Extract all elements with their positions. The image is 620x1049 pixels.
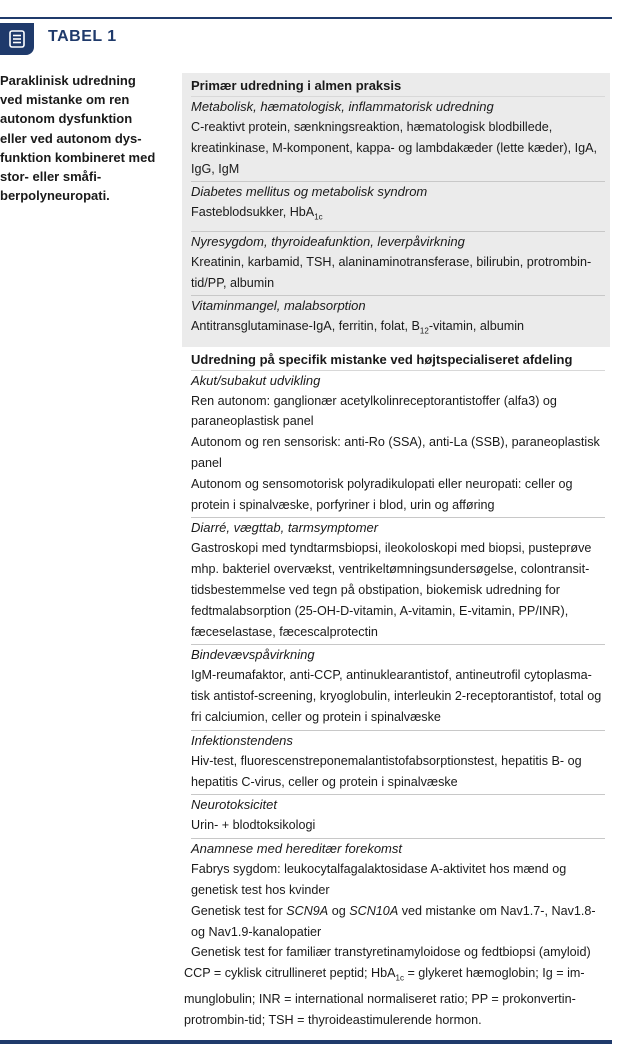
group-text: Ren autonom: ganglionær acetylkolinreceptorantistoffer (alfa3) og paraneoplastisk panel	[191, 393, 557, 429]
group-text: Genetisk test for familiær transtyretinamyloidose og fedtbiopsi (amyloid)	[191, 945, 591, 960]
group-heading: Diarré, vægttab, tarmsymptomer	[191, 517, 605, 538]
group-heading: Infektionstendens	[191, 730, 605, 751]
group-text: Autonom og sensomotorisk polyradikulopati eller neuropati: celler og protein i spinalvæske, porfyriner i blod, urin og afføring	[191, 476, 573, 512]
group-text: IgM-reumafaktor, anti-CCP, antinuklearantistof, antineutrofil cytoplasmatisk antistof-screening, kryoglobulin, interleukin 2-receptorantistof, total og fri calciumion, celler og protein i spinalvæske	[191, 668, 602, 724]
group-heading: Bindevævspåvirkning	[191, 644, 605, 665]
group-heading: Akut/subakut udvikling	[191, 370, 605, 391]
table-section	[182, 347, 610, 968]
list-document-icon	[9, 30, 25, 48]
bottom-rule	[0, 1040, 612, 1044]
group-text: Fasteblodsukker, HbA$_{1c}$	[191, 205, 323, 222]
group-text: Gastroskopi med tyndtarmsbiopsi, ileokoloskopi med biopsi, pusteprøve mhp. bakteriel overvækst, ventrikeltømningsundersøgelse, colontransittidsbestemmelse ved tegn på obstipation, biokemisk udredning for fedtmalabsorption (25-OH-D-vitamin, A-vitamin, E-vitamin, PP/INR), fæceselastase, fæcescalprotectin	[191, 541, 592, 639]
table-body	[182, 73, 610, 967]
group-text: Fabrys sygdom: leukocytalfagalaktosidase A-aktivitet hos mænd og genetisk test hos kvinder	[191, 862, 567, 897]
group-text: Genetisk test for SCN9A og SCN10A ved mistanke om Nav1.7-, Nav1.8- og Nav1.9-kanalopatier	[191, 903, 596, 939]
group-heading: Neurotoksicitet	[191, 794, 605, 815]
group-heading: Diabetes mellitus og metabolisk syndrom	[191, 181, 605, 202]
group-text: Antitransglutaminase-IgA, ferritin, folat, $B_{12}$-vitamin, albumin	[191, 319, 524, 336]
group-heading: Metabolisk, hæmatologisk, inflammatorisk udredning	[191, 96, 605, 117]
table-caption: Paraklinisk udredning ved mistanke om ren autonom dysfunktion eller ved autonom dysfunktion kombineret med stor- eller småfiberpolyneuropati.	[0, 73, 156, 204]
table-footnote: CCP = cyklisk citrullineret peptid; HbA$_{1c}$ = glykeret hæmoglobin; Ig = immunglobulin; INR = international normaliseret ratio; PP = prokonvertin-protrombin-tid; TSH = thyroideastimulerende hormon.	[184, 966, 585, 1028]
group-text: Autonom og ren sensorisk: anti-Ro (SSA), anti-La (SSB), paraneoplastisk panel	[191, 435, 600, 470]
group-text: C-reaktivt protein, sænkningsreaktion, hæmatologisk blodbillede, kreatinkinase, M-komponent, kappa- og lambdakæder (lette kæder), IgA, IgG, IgM	[191, 120, 597, 176]
group-text: Hiv-test, fluorescenstreponemalantistofabsorptionstest, hepatitis B- og hepatitis C-virus, celler og protein i spinalvæske	[191, 753, 582, 789]
group-heading: Nyresygdom, thyroideafunktion, leverpåvirkning	[191, 231, 605, 252]
group-text: Urin- + blodtoksikologi	[191, 818, 316, 833]
table-header	[0, 19, 612, 63]
table-title: TABEL 1	[48, 28, 117, 45]
section-title: Primær udredning i almen praksis	[191, 78, 402, 93]
section-title: Udredning på specifik mistanke ved højtspecialiseret afdeling	[191, 351, 573, 367]
group-heading: Vitaminmangel, malabsorption	[191, 295, 605, 316]
table-badge	[0, 23, 34, 55]
table-section	[182, 73, 610, 347]
group-text: Kreatinin, karbamid, TSH, alaninaminotransferase, bilirubin, protrombintid/PP, albumin	[191, 254, 592, 290]
group-heading: Anamnese med hereditær forekomst	[191, 838, 605, 859]
